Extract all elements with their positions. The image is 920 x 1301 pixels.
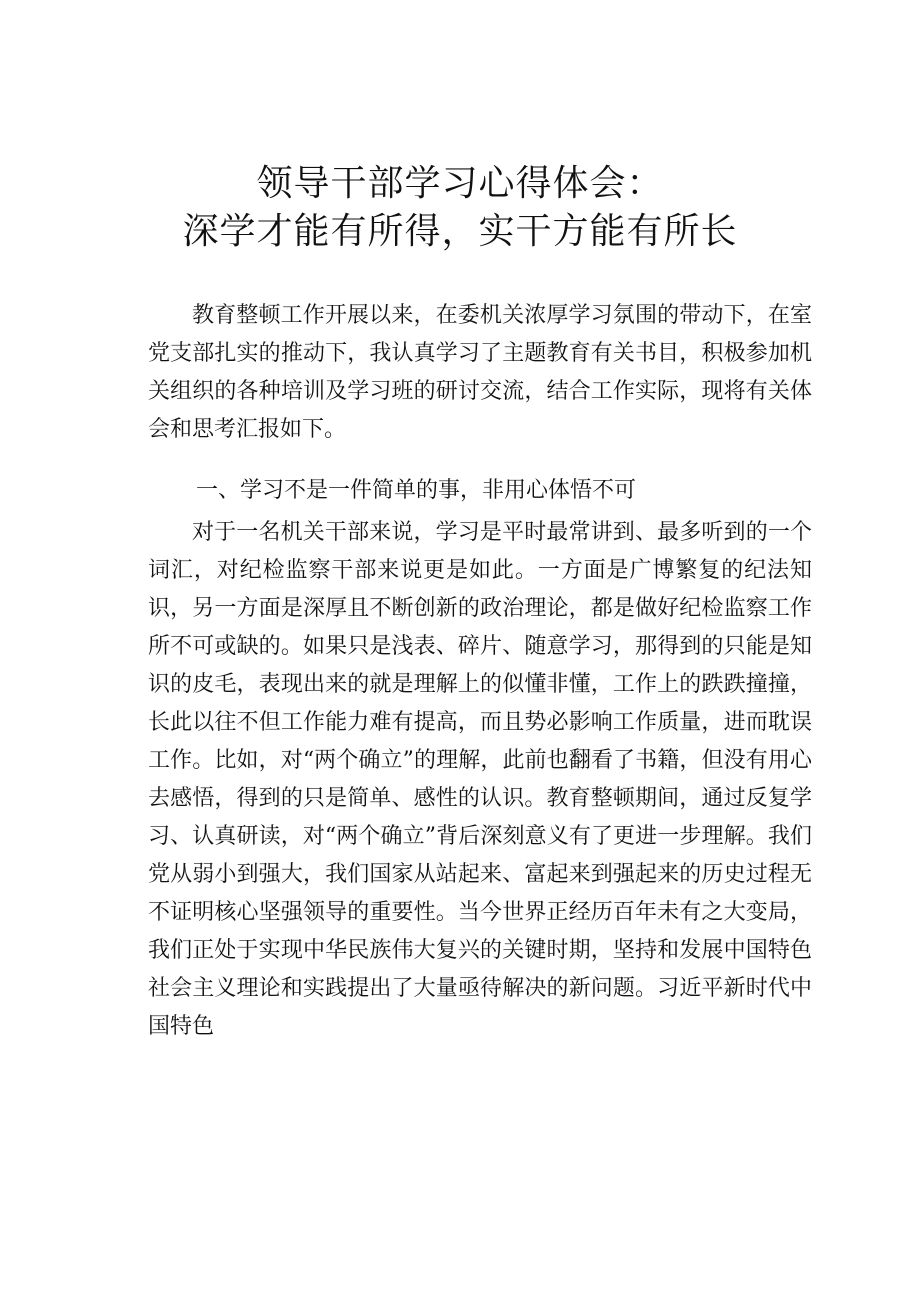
intro-paragraph-block — [148, 297, 812, 449]
section-heading-1: 一、学习不是一件简单的事，非用心体悟不可 — [196, 478, 637, 503]
section-1-paragraph: 对于一名机关干部来说，学习是平时最常讲到、最多听到的一个词汇，对纪检监察干部来说更是如此。一方面是广博繁复的纪法知识，另一方面是深厚且不断创新的政治理论，都是做好纪检监察工作所不可或缺的。如果只是浅表、碎片、随意学习，那得到的只能是知识的皮毛，表现出来的就是理解上的似懂非懂，工作上的跌跌撞撞，长此以往不但工作能力难有提高，而且势必影响工作质量，进而耽误工作。比如，对“两个确立”的理解，此前也翻看了书籍，但没有用心去感悟，得到的只是简单、感性的认识。教育整顿期间，通过反复学习、认真研读，对“两个确立”背后深刻意义有了更进一步理解。我们党从弱小到强大，我们国家从站起来、富起来到强起来的历史过程无不证明核心坚强领导的重要性。当今世界正经历百年未有之大变局，我们正处于实现中华民族伟大复兴的关键时期，坚持和发展中国特色社会主义理论和实践提出了大量亟待解决的新问题。习近平新时代中国特色 — [148, 520, 812, 1039]
title-line-1: 领导干部学习心得体会： — [256, 163, 664, 204]
section-1-paragraph-block — [148, 514, 812, 1046]
document-title — [0, 160, 920, 256]
title-line-2: 深学才能有所得，实干方能有所长 — [182, 211, 738, 252]
intro-paragraph: 教育整顿工作开展以来，在委机关浓厚学习氛围的带动下，在室党支部扎实的推动下，我认真学习了主题教育有关书目，积极参加机关组织的各种培训及学习班的研讨交流，结合工作实际，现将有关体会和思考汇报如下。 — [148, 303, 812, 442]
